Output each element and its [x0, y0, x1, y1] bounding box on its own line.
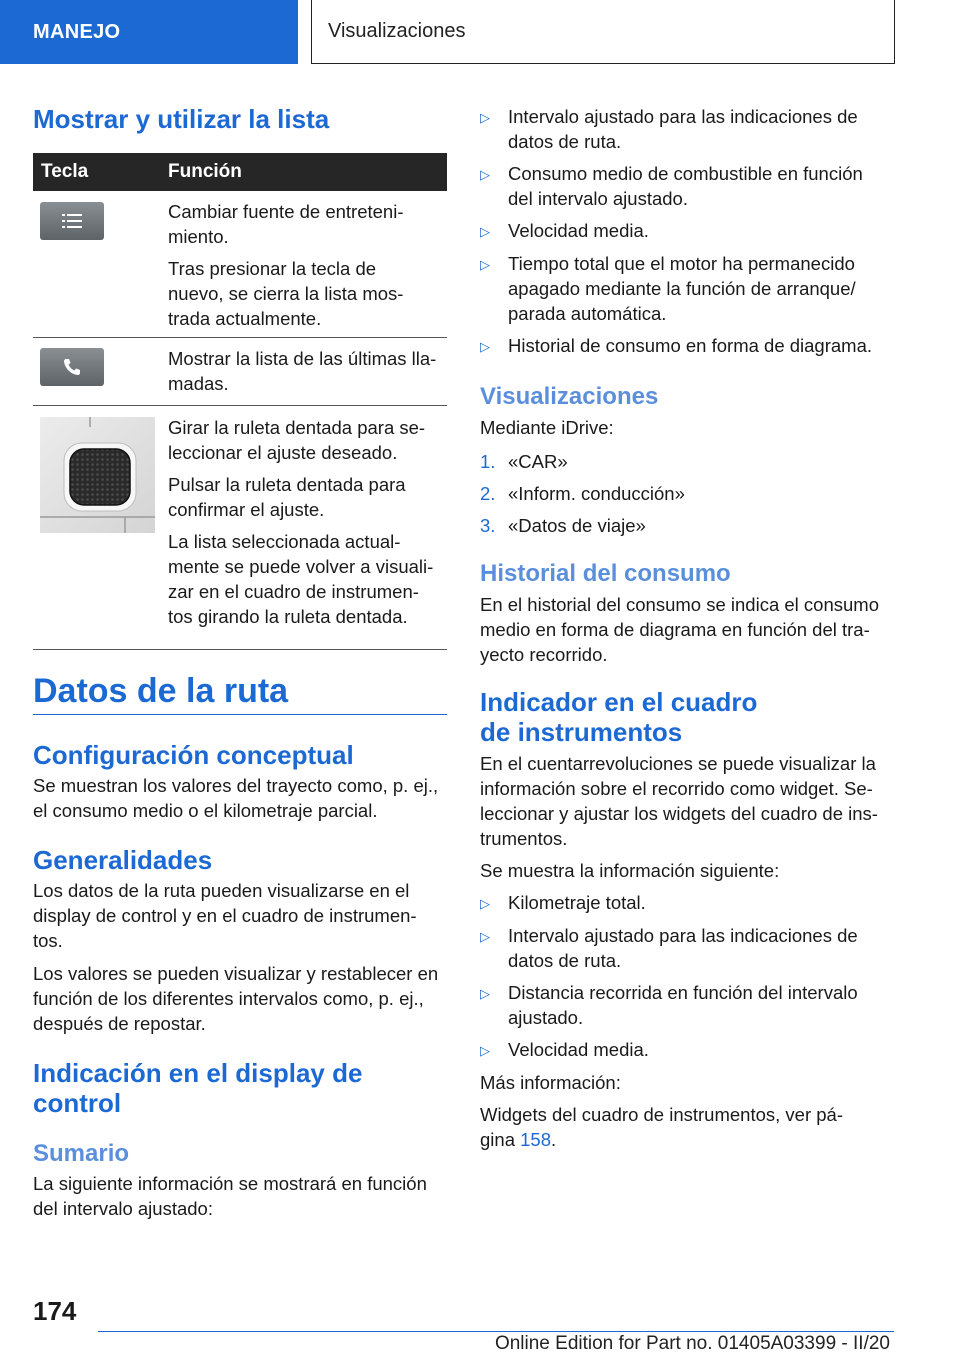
list-item	[480, 104, 895, 154]
control-display-title-2: control	[33, 1088, 122, 1118]
list-item	[480, 481, 895, 506]
step-number: 2.	[480, 483, 496, 504]
general-p2-line2: función de los diferentes intervalos como, p. ej.,	[33, 988, 424, 1009]
section-tab	[0, 0, 298, 64]
right-column-body	[480, 104, 895, 1152]
triangle-bullet-icon: ▷	[480, 1043, 490, 1058]
chapter-label: Visualizaciones	[328, 20, 466, 42]
row1-line2: miento.	[168, 226, 229, 247]
displays-intro: Mediante iDrive:	[480, 417, 614, 438]
ref-prefix: gina	[480, 1129, 521, 1150]
control-display-title-1: Indicación en el display de	[33, 1058, 363, 1088]
triangle-bullet-icon: ▷	[480, 929, 490, 944]
list-item	[480, 923, 895, 973]
summary-line1: La siguiente información se mostrará en función	[33, 1173, 427, 1194]
table-header	[33, 153, 447, 191]
list-item	[480, 218, 895, 244]
bullet-text: parada automática.	[508, 303, 667, 324]
table-row	[33, 338, 447, 406]
triangle-bullet-icon: ▷	[480, 896, 490, 911]
bullet-text: Velocidad media.	[508, 1039, 649, 1060]
step-text: «Datos de viaje»	[508, 515, 646, 536]
row3-line6: mente se puede volver a visuali-	[168, 556, 434, 577]
general-p1-line3: tos.	[33, 930, 63, 951]
ref-line1: Widgets del cuadro de instrumentos, ver pá-	[480, 1104, 843, 1125]
list-icon	[40, 202, 104, 240]
chapter-header	[311, 0, 895, 64]
list-item	[480, 449, 895, 474]
row3-line2: leccionar el ajuste deseado.	[168, 442, 398, 463]
general-p1-line1: Los datos de la ruta pueden visualizarse en el	[33, 880, 410, 901]
phone-icon	[40, 348, 104, 386]
row1-line3: Tras presionar la tecla de	[168, 258, 377, 279]
bullet-text: datos de ruta.	[508, 950, 622, 971]
list-item	[480, 161, 895, 211]
summary-line2: del intervalo ajustado:	[33, 1198, 213, 1219]
section-label: MANEJO	[33, 20, 121, 43]
bullet-text: ajustado.	[508, 1007, 584, 1028]
step-text: «CAR»	[508, 451, 568, 472]
instrument-p1-line2: información sobre el recorrido como widget. Se-	[480, 778, 873, 799]
bullet-text: Consumo medio de combustible en función	[508, 163, 863, 184]
triangle-bullet-icon: ▷	[480, 167, 490, 182]
row1-line5: trada actualmente.	[168, 308, 322, 329]
instrument-p1-line1: En el cuentarrevoluciones se puede visualizar la	[480, 753, 876, 774]
more-info-label: Más información:	[480, 1072, 621, 1093]
summary-title: Sumario	[33, 1140, 130, 1167]
instrument-p2: Se muestra la información siguiente:	[480, 860, 780, 881]
bullet-text: apagado mediante la función de arranque/	[508, 278, 856, 299]
page-ref-link[interactable]: 158	[520, 1129, 551, 1150]
instrument-title-2: de instrumentos	[480, 717, 683, 747]
triangle-bullet-icon: ▷	[480, 339, 490, 354]
row1-line1: Cambiar fuente de entreteni-	[168, 201, 404, 222]
route-title-rule	[33, 714, 447, 715]
list-item	[480, 513, 895, 538]
ref-line2	[480, 1127, 895, 1152]
row2-line2: madas.	[168, 373, 229, 394]
concept-line2: el consumo medio o el kilometraje parcial.	[33, 800, 378, 821]
row3-line1: Girar la ruleta dentada para se-	[168, 417, 426, 438]
general-p1-line2: display de control y en el cuadro de instrumen-	[33, 905, 417, 926]
col-function-header: Función	[168, 161, 242, 182]
bullet-text: Velocidad media.	[508, 220, 649, 241]
row2-line1: Mostrar la lista de las últimas lla-	[168, 348, 437, 369]
page-number: 174	[33, 1296, 77, 1326]
history-line3: yecto recorrido.	[480, 644, 608, 665]
instrument-p1-line3: leccionar y ajustar los widgets del cuadro de ins-	[480, 803, 878, 824]
bullet-text: datos de ruta.	[508, 131, 622, 152]
history-title: Historial del consumo	[480, 560, 731, 587]
col-key-header: Tecla	[41, 161, 89, 182]
list-item	[480, 333, 895, 359]
triangle-bullet-icon: ▷	[480, 110, 490, 125]
list-item	[480, 980, 895, 1030]
triangle-bullet-icon: ▷	[480, 257, 490, 272]
general-p2-line1: Los valores se pueden visualizar y restablecer en	[33, 963, 439, 984]
list-item	[480, 890, 895, 916]
left-column-body	[33, 740, 447, 1221]
thumbwheel-photo	[40, 417, 155, 533]
row3-line8: tos girando la ruleta dentada.	[168, 606, 408, 627]
footer-rule	[98, 1331, 894, 1332]
displays-title: Visualizaciones	[480, 383, 659, 410]
general-title: Generalidades	[33, 845, 213, 875]
key-function-table	[33, 153, 447, 650]
row3-line5: La lista seleccionada actual-	[168, 531, 401, 552]
row3-line3: Pulsar la ruleta dentada para	[168, 474, 406, 495]
general-p2-line3: después de repostar.	[33, 1013, 206, 1034]
table-row	[33, 191, 447, 338]
bullet-text: Intervalo ajustado para las indicaciones de	[508, 106, 858, 127]
ref-suffix: .	[551, 1129, 557, 1150]
concept-title: Configuración conceptual	[33, 740, 354, 770]
step-number: 1.	[480, 451, 496, 472]
table-row	[33, 406, 447, 650]
bullet-text: Kilometraje total.	[508, 892, 646, 913]
edition-text: Online Edition for Part no. 01405A03399 - II/20	[494, 1333, 890, 1354]
row3-line4: confirmar el ajuste.	[168, 499, 325, 520]
list-item	[480, 251, 895, 326]
row3-line7: zar en el cuadro de instrumen-	[168, 581, 419, 602]
bullet-text: Tiempo total que el motor ha permanecido	[508, 253, 855, 274]
bullet-text: Distancia recorrida en función del intervalo	[508, 982, 858, 1003]
triangle-bullet-icon: ▷	[480, 224, 490, 239]
row1-line4: nuevo, se cierra la lista mos-	[168, 283, 404, 304]
instrument-p1-line4: trumentos.	[480, 828, 568, 849]
bullet-text: del intervalo ajustado.	[508, 188, 688, 209]
step-number: 3.	[480, 515, 496, 536]
triangle-bullet-icon: ▷	[480, 986, 490, 1001]
concept-line1: Se muestran los valores del trayecto como, p. ej.,	[33, 775, 439, 796]
bullet-text: Intervalo ajustado para las indicaciones de	[508, 925, 858, 946]
history-line2: medio en forma de diagrama en función del tra-	[480, 619, 870, 640]
step-text: «Inform. conducción»	[508, 483, 685, 504]
route-title: Datos de la ruta	[33, 672, 289, 710]
instrument-title-1: Indicador en el cuadro	[480, 687, 758, 717]
list-section-title: Mostrar y utilizar la lista	[33, 104, 330, 134]
history-line1: En el historial del consumo se indica el consumo	[480, 594, 879, 615]
bullet-text: Historial de consumo en forma de diagrama.	[508, 335, 873, 356]
list-item	[480, 1037, 895, 1063]
